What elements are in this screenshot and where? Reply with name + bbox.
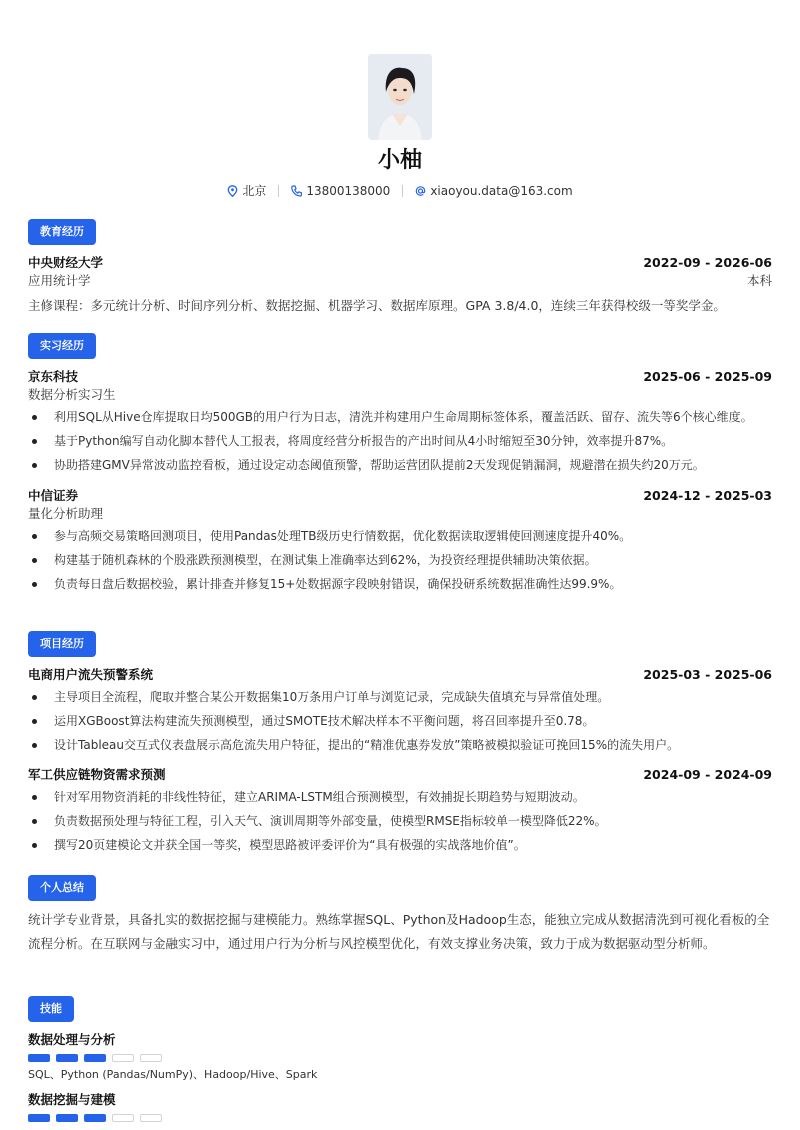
list-item: 主导项目全流程，爬取并整合某公开数据集10万条用户订单与浏览记录，完成缺失值填充与异常值处理。: [28, 688, 772, 707]
section-title-summary: 个人总结: [28, 875, 96, 901]
skill-bar-empty: [140, 1114, 162, 1122]
section-title-projects: 项目经历: [28, 631, 96, 657]
section-title-education: 教育经历: [28, 219, 96, 245]
skill-level-bars: [28, 1114, 772, 1122]
bullet-list: [28, 408, 772, 475]
project-section: [28, 631, 772, 860]
internship-item: [28, 368, 772, 475]
section-title-skills: 技能: [28, 996, 74, 1022]
location-pin-icon: [227, 185, 238, 197]
internship-header: [28, 487, 772, 505]
project-header: [28, 766, 772, 784]
skill-item: [28, 1091, 772, 1122]
list-item: 负责每日盘后数据校验，累计排查并修复15+处数据源字段映射错误，确保投研系统数据准确性达99.9%。: [28, 575, 772, 594]
internship-dates: 2024-12 - 2025-03: [643, 488, 772, 503]
school-name: 中央财经大学: [28, 255, 104, 270]
list-item: 基于Python编写自动化脚本替代人工报表，将周度经营分析报告的产出时间从4小时缩短至30分钟，效率提升87%。: [28, 432, 772, 451]
courses-text: 主修课程：多元统计分析、时间序列分析、数据挖掘、机器学习、数据库原理。GPA 3.8/4.0，连续三年获得校级一等奖学金。: [28, 298, 726, 313]
skill-name: 数据挖掘与建模: [28, 1092, 116, 1107]
location-text: 北京: [242, 184, 267, 198]
summary-text: 统计学专业背景，具备扎实的数据挖掘与建模能力。熟练掌握SQL、Python及Hadoop生态，能独立完成从数据清洗到可视化看板的全流程分析。在互联网与金融实习中，通过用户行为分析与风控模型优化，有效支撑业务决策，致力于成为数据驱动型分析师。: [28, 912, 770, 951]
internship-header: [28, 368, 772, 386]
company-name: 京东科技: [28, 369, 79, 384]
education-header: [28, 254, 772, 272]
list-item: 构建基于随机森林的个股涨跌预测模型，在测试集上准确率达到62%，为投资经理提供辅助决策依据。: [28, 551, 772, 570]
skill-bar-empty: [112, 1114, 134, 1122]
role-title: 量化分析助理: [28, 506, 104, 521]
internship-section: [28, 333, 772, 599]
email-item[interactable]: [415, 183, 572, 199]
skill-bar-filled: [56, 1054, 78, 1062]
skills-section: [28, 996, 772, 1122]
list-item: 撰写20页建模论文并获全国一等奖，模型思路被评委评价为“具有极强的实战落地价值”。: [28, 836, 772, 855]
bullet-list: [28, 527, 772, 594]
skill-bar-empty: [140, 1054, 162, 1062]
skill-name: 数据处理与分析: [28, 1032, 116, 1047]
degree: 本科: [746, 273, 772, 288]
skill-detail: SQL、Python (Pandas/NumPy)、Hadoop/Hive、Spark: [28, 1068, 318, 1081]
divider: [278, 185, 279, 197]
list-item: 参与高频交易策略回测项目，使用Pandas处理TB级历史行情数据，优化数据读取逻辑使回测速度提升40%。: [28, 527, 772, 546]
internship-dates: 2025-06 - 2025-09: [643, 369, 772, 384]
contact-info: [0, 183, 800, 199]
skill-bar-filled: [84, 1114, 106, 1122]
project-name: 军工供应链物资需求预测: [28, 767, 166, 782]
list-item: 针对军用物资消耗的非线性特征，建立ARIMA-LSTM组合预测模型，有效捕捉长期趋势与短期波动。: [28, 788, 772, 807]
list-item: 设计Tableau交互式仪表盘展示高危流失用户特征，提出的“精准优惠券发放”策略被模拟验证可挽回15%的流失用户。: [28, 736, 772, 755]
email-text[interactable]: xiaoyou.data@163.com: [430, 184, 573, 198]
list-item: 利用SQL从Hive仓库提取日均500GB的用户行为日志，清洗并构建用户生命周期标签体系，覆盖活跃、留存、流失等6个核心维度。: [28, 408, 772, 427]
project-item: [28, 766, 772, 855]
at-sign-icon: [415, 185, 426, 197]
company-name: 中信证券: [28, 488, 79, 503]
phone-text: 13800138000: [306, 184, 391, 198]
list-item: 负责数据预处理与特征工程，引入天气、演训周期等外部变量，使模型RMSE指标较单一模型降低22%。: [28, 812, 772, 831]
location-item: [227, 183, 266, 199]
skill-bar-filled: [84, 1054, 106, 1062]
profile-photo: [368, 54, 432, 140]
skill-bar-empty: [112, 1054, 134, 1062]
skill-bar-filled: [28, 1054, 50, 1062]
list-item: 协助搭建GMV异常波动监控看板，通过设定动态阈值预警，帮助运营团队提前2天发现促销漏洞，规避潜在损失约20万元。: [28, 456, 772, 475]
summary-section: [28, 875, 772, 956]
phone-item: [291, 183, 390, 199]
skill-bar-filled: [56, 1114, 78, 1122]
education-section: [28, 219, 772, 318]
bullet-list: [28, 788, 772, 855]
project-name: 电商用户流失预警系统: [28, 667, 154, 682]
project-dates: 2024-09 - 2024-09: [643, 767, 772, 782]
role-title: 数据分析实习生: [28, 387, 116, 402]
candidate-name: 小柚: [377, 148, 422, 173]
section-title-internships: 实习经历: [28, 333, 96, 359]
project-item: [28, 666, 772, 755]
project-dates: 2025-03 - 2025-06: [643, 667, 772, 682]
skill-bar-filled: [28, 1114, 50, 1122]
skill-item: [28, 1031, 772, 1083]
divider: [402, 185, 403, 197]
skill-level-bars: [28, 1054, 772, 1062]
major: 应用统计学: [28, 273, 91, 288]
education-dates: 2022-09 - 2026-06: [643, 255, 772, 270]
internship-item: [28, 487, 772, 594]
project-header: [28, 666, 772, 684]
bullet-list: [28, 688, 772, 755]
list-item: 运用XGBoost算法构建流失预测模型，通过SMOTE技术解决样本不平衡问题，将召回率提升至0.78。: [28, 712, 772, 731]
phone-icon: [291, 185, 302, 197]
education-subheader: [28, 272, 772, 290]
